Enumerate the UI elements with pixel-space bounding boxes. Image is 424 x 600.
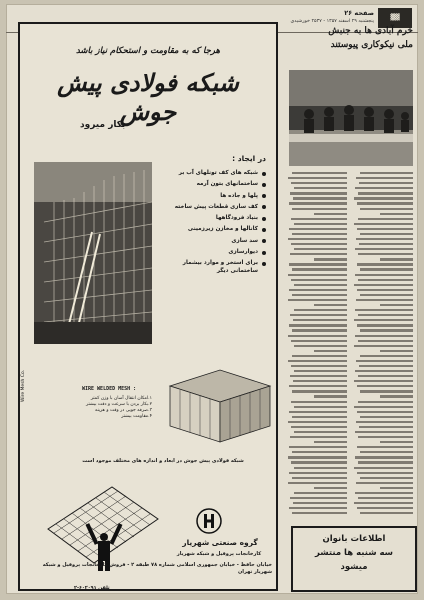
date-line: پنجشنبه ۲۹ اسفند ۱۳۵۷ - ۲۵۳۷ خورشیدی — [290, 19, 374, 24]
notice-box — [291, 526, 417, 592]
text-column — [353, 172, 413, 532]
text-line — [358, 279, 413, 281]
text-line — [290, 497, 347, 499]
text-line — [292, 294, 347, 296]
text-line — [358, 461, 413, 463]
text-line — [357, 472, 413, 474]
text-line — [292, 390, 347, 392]
text-line — [314, 258, 347, 260]
notice-line: میشود — [340, 562, 368, 572]
text-line — [360, 390, 413, 392]
text-line — [292, 208, 347, 210]
newspaper-page — [6, 4, 418, 594]
text-line — [357, 411, 413, 413]
text-line — [357, 324, 413, 326]
text-line — [360, 172, 413, 174]
text-line — [288, 177, 347, 179]
usage-item: دیوارسازی — [158, 249, 266, 256]
text-line — [354, 197, 413, 199]
text-line — [355, 274, 413, 276]
mesh-label: WIRE WELDED MESH : — [82, 386, 137, 392]
text-line — [291, 426, 347, 428]
text-line — [292, 416, 347, 418]
text-line — [289, 446, 347, 448]
text-line — [292, 355, 347, 357]
text-line — [294, 431, 347, 433]
text-line — [356, 177, 413, 179]
text-line — [357, 202, 413, 204]
text-column — [287, 172, 347, 532]
notice-line: اطلاعات بانوان — [322, 534, 386, 544]
text-line — [294, 248, 347, 250]
text-line — [294, 492, 347, 494]
text-line — [357, 263, 413, 265]
text-line — [289, 472, 347, 474]
usage-item: ساختمانهای بتون آرمه — [158, 181, 266, 188]
text-line — [360, 268, 413, 270]
building-drawing — [160, 366, 272, 444]
text-line — [359, 243, 413, 245]
text-line — [360, 416, 413, 418]
text-line — [291, 365, 347, 367]
text-line — [359, 365, 413, 367]
text-line — [294, 467, 347, 469]
text-line — [359, 182, 413, 184]
text-line — [355, 431, 413, 433]
text-line — [288, 238, 347, 240]
mesh-caption: شبکه فولادی پیش جوش در ابعاد و اندازه های مختلف موجود است — [82, 458, 244, 464]
text-line — [290, 436, 347, 438]
text-line — [291, 279, 347, 281]
text-line — [358, 192, 413, 194]
text-line — [289, 263, 347, 265]
text-line — [357, 385, 413, 387]
text-line — [360, 208, 413, 210]
text-line — [380, 304, 413, 306]
text-line — [288, 299, 347, 301]
text-line — [355, 456, 413, 458]
text-line — [294, 370, 347, 372]
worker-mesh-drawing — [42, 479, 160, 571]
text-line — [360, 355, 413, 357]
text-line — [288, 482, 347, 484]
text-line — [380, 395, 413, 397]
text-line — [294, 187, 347, 189]
text-line — [360, 477, 413, 479]
text-line — [358, 340, 413, 342]
text-line — [358, 253, 413, 255]
text-line — [358, 497, 413, 499]
construction-photo — [34, 162, 152, 344]
usage-item: کف سازی قطعات پیش ساخته — [158, 204, 266, 211]
text-line — [291, 182, 347, 184]
text-line — [357, 507, 413, 509]
text-line — [354, 406, 413, 408]
notice-line: سه شنبه ها منتشر — [314, 548, 394, 558]
text-line — [359, 426, 413, 428]
text-line — [291, 401, 347, 403]
ad-subtitle: بکار میرود — [80, 120, 126, 130]
advertisement-box — [18, 22, 278, 591]
text-line — [355, 187, 413, 189]
text-line — [354, 502, 413, 504]
text-line — [290, 192, 347, 194]
text-line — [354, 467, 413, 469]
text-line — [355, 370, 413, 372]
text-line — [289, 385, 347, 387]
text-line — [289, 411, 347, 413]
text-line — [289, 324, 347, 326]
usage-title: در ایجاد : — [232, 154, 266, 163]
text-line — [292, 268, 347, 270]
text-line — [358, 401, 413, 403]
text-line — [288, 421, 347, 423]
news-headline — [285, 24, 413, 52]
text-line — [292, 329, 347, 331]
text-line — [294, 284, 347, 286]
text-line — [380, 213, 413, 215]
text-line — [354, 345, 413, 347]
text-line — [314, 441, 347, 443]
ad-title: شبکه فولادی پیش جوش — [57, 68, 239, 126]
text-line — [360, 451, 413, 453]
text-line — [291, 218, 347, 220]
usage-list — [158, 170, 266, 279]
text-line — [314, 213, 347, 215]
text-line — [358, 218, 413, 220]
text-line — [292, 233, 347, 235]
phone-number: تلفن ۶۰۲۰۹۱-۲ — [74, 586, 110, 591]
usage-item: سد سازی — [158, 238, 266, 245]
mesh-benefits — [68, 396, 152, 420]
text-line — [380, 350, 413, 352]
text-line — [294, 406, 347, 408]
text-line — [355, 335, 413, 337]
text-line — [289, 202, 347, 204]
headline-line: ملی نیکوکاری پیوستند — [330, 40, 413, 50]
text-line — [289, 289, 347, 291]
text-line — [288, 456, 347, 458]
text-line — [358, 375, 413, 377]
text-line — [380, 441, 413, 443]
text-line — [357, 289, 413, 291]
text-line — [294, 223, 347, 225]
text-line — [291, 461, 347, 463]
text-line — [314, 487, 347, 489]
text-line — [360, 294, 413, 296]
text-line — [293, 197, 347, 199]
masthead-logo: ▓▓ — [378, 8, 412, 28]
text-line — [292, 512, 347, 514]
text-line — [294, 345, 347, 347]
text-line — [292, 477, 347, 479]
text-line — [293, 319, 347, 321]
text-line — [291, 340, 347, 342]
text-line — [355, 492, 413, 494]
text-line — [288, 335, 347, 337]
headline-line: خرم آبادی ها به جنبش — [328, 26, 413, 36]
mesh-benefit: ۲.بکار بردن با سرعت و دقت بیشتر — [86, 402, 152, 407]
text-line — [354, 380, 413, 382]
text-line — [314, 395, 347, 397]
text-line — [290, 375, 347, 377]
usage-item: شبکه های کف تونلهای آب بر — [158, 170, 266, 177]
text-line — [290, 314, 347, 316]
news-photo — [289, 70, 413, 166]
text-line — [354, 319, 413, 321]
text-line — [356, 360, 413, 362]
mesh-benefit: ۱.امکان انتقال آسان با وزن کمتر — [90, 396, 152, 401]
text-line — [293, 502, 347, 504]
side-text: Wire Mesh Co. — [21, 369, 26, 402]
text-line — [356, 299, 413, 301]
text-line — [292, 172, 347, 174]
company-name: گروه صنعتی شهریار — [182, 538, 258, 547]
text-line — [380, 258, 413, 260]
text-line — [360, 329, 413, 331]
text-line — [357, 228, 413, 230]
text-line — [357, 446, 413, 448]
text-line — [292, 451, 347, 453]
text-line — [358, 314, 413, 316]
text-line — [354, 223, 413, 225]
text-line — [358, 436, 413, 438]
ad-footer: خیابان حافظ - خیابان جمهوری اسلامی شماره ۷۸ طبقه ۲ - فروش کارخانجات پروفیل و شبکه شهریار تهران — [42, 562, 272, 575]
text-line — [356, 238, 413, 240]
usage-item: کانالها و مخازن زیرزمینی — [158, 226, 266, 233]
usage-item: پلها و جاده ها — [158, 193, 266, 200]
text-line — [291, 243, 347, 245]
usage-item: بنیاد فرودگاهها — [158, 215, 266, 222]
text-line — [360, 233, 413, 235]
text-line — [293, 380, 347, 382]
text-line — [288, 274, 347, 276]
mesh-benefit: ۴.مقاومت بیشتر — [121, 414, 152, 419]
news-column — [283, 22, 415, 582]
text-line — [289, 507, 347, 509]
text-line — [314, 304, 347, 306]
text-line — [288, 360, 347, 362]
text-line — [360, 512, 413, 514]
text-line — [289, 228, 347, 230]
company-logo — [196, 508, 222, 534]
ad-tagline: هرجا که به مقاومت و استحکام نیاز باشد — [75, 46, 221, 56]
text-line — [354, 284, 413, 286]
mesh-benefit: ۳.صرفه جویی در وقت و هزینه — [95, 408, 152, 413]
usage-item: برای استخر و موارد بیشمار ساختمانی دیگر — [158, 260, 266, 274]
news-body — [287, 172, 413, 532]
page-number: صفحه ۲۶ — [344, 9, 374, 17]
text-line — [314, 350, 347, 352]
company-products: کارخانجات پروفیل و شبکه شهریار — [176, 551, 262, 557]
text-line — [355, 309, 413, 311]
text-line — [355, 248, 413, 250]
text-line — [356, 421, 413, 423]
text-line — [380, 487, 413, 489]
text-line — [294, 309, 347, 311]
text-line — [356, 482, 413, 484]
text-line — [290, 253, 347, 255]
